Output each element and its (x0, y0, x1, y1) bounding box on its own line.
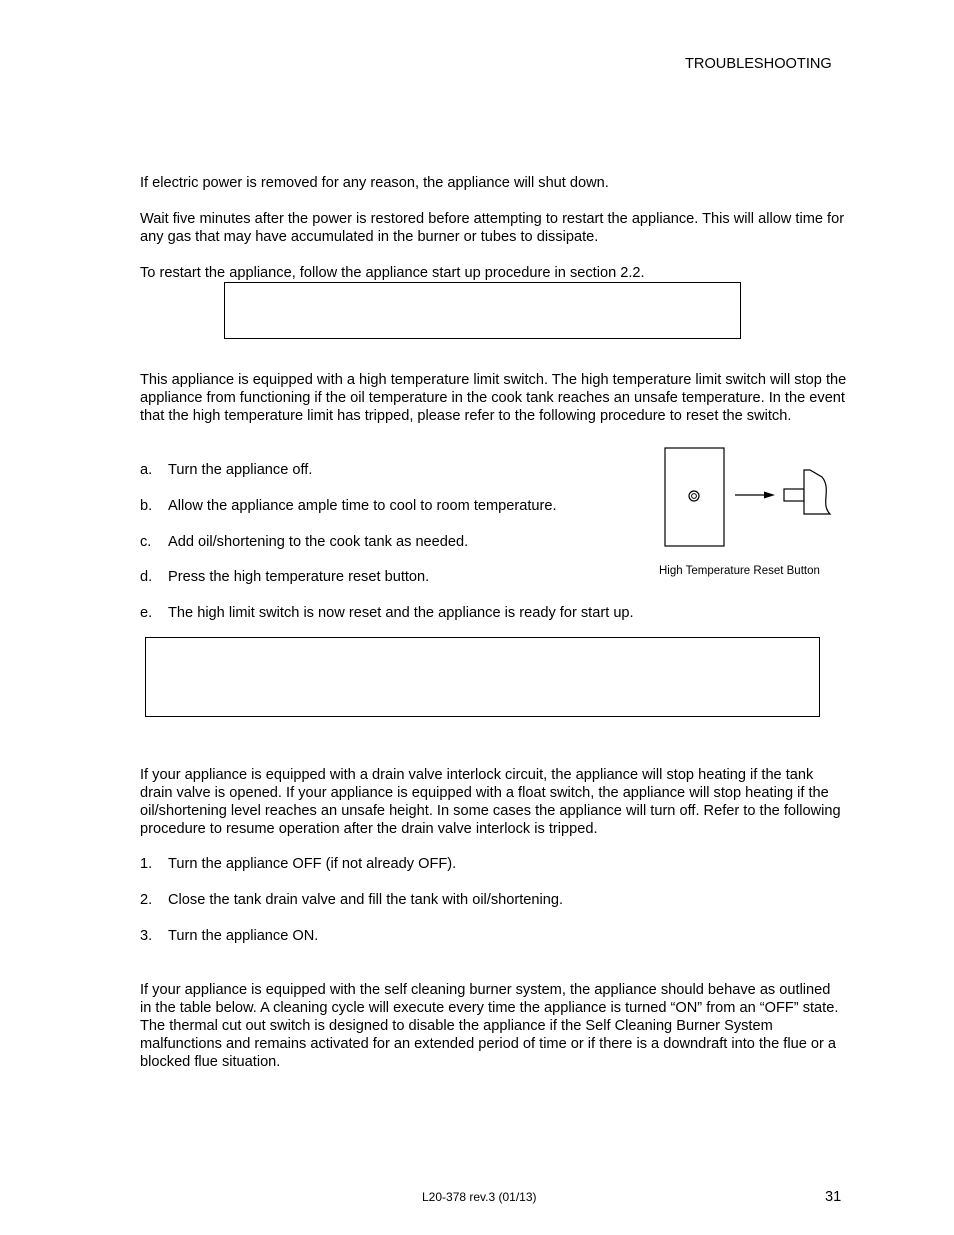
list-marker: 3. (140, 928, 153, 944)
list-marker: e. (140, 605, 153, 621)
list-item (140, 604, 740, 622)
list-text: Turn the appliance ON. (168, 928, 319, 944)
list-text: Press the high temperature reset button. (168, 569, 430, 585)
list-item (140, 927, 660, 945)
list-item (140, 461, 660, 479)
list-marker: a. (140, 462, 153, 478)
list-marker: c. (140, 534, 152, 550)
list-item (140, 891, 660, 909)
list-item (140, 533, 660, 551)
power-paragraph-1: If electric power is removed for any reason, the appliance will shut down. (140, 175, 609, 191)
page-number: 31 (825, 1189, 842, 1205)
list-text: Allow the appliance ample time to cool to room temperature. (168, 498, 557, 514)
power-paragraph-3: To restart the appliance, follow the appliance start up procedure in section 2.2. (140, 265, 645, 281)
callout-box-2 (145, 637, 820, 717)
list-item (140, 568, 660, 586)
drain-interlock-intro: If your appliance is equipped with a drain valve interlock circuit, the appliance will stop heating if the tank drain valve is opened. If your appliance is equipped with a float switch, the appliance will stop heating if the oil/shortening level reaches an unsafe height. In some cases the appliance will turn off. Refer to the following procedure to resume operation after the drain valve interlock is tripped. (140, 767, 841, 837)
high-limit-intro: This appliance is equipped with a high temperature limit switch. The high temperature limit switch will stop the appliance from functioning if the oil temperature in the cook tank reaches an unsafe temperature. In the event that the high temperature limit has tripped, please refer to the following procedure to reset the switch. (140, 372, 847, 424)
reset-button-cap (804, 470, 830, 514)
power-paragraph-2: Wait five minutes after the power is restored before attempting to restart the appliance. This will allow time for any gas that may have accumulated in the burner or tubes to dissipate. (140, 211, 845, 245)
list-marker: 2. (140, 892, 153, 908)
list-marker: 1. (140, 856, 153, 872)
list-item (140, 497, 660, 515)
list-text: The high limit switch is now reset and the appliance is ready for start up. (168, 605, 634, 621)
callout-box-1 (224, 282, 741, 339)
reset-button-stem (784, 489, 804, 501)
list-text: Turn the appliance off. (168, 462, 313, 478)
list-text: Turn the appliance OFF (if not already OFF). (168, 856, 457, 872)
list-text: Close the tank drain valve and fill the tank with oil/shortening. (168, 892, 564, 908)
section-header: TROUBLESHOOTING (685, 56, 832, 72)
figure-caption: High Temperature Reset Button (659, 565, 820, 577)
reset-button-diagram (660, 444, 840, 552)
control-panel-plate (665, 448, 724, 546)
list-marker: d. (140, 569, 153, 585)
list-text: Add oil/shortening to the cook tank as needed. (168, 534, 469, 550)
document-id: L20-378 rev.3 (01/13) (422, 1190, 537, 1204)
self-cleaning-intro: If your appliance is equipped with the self cleaning burner system, the appliance should behave as outlined in the table below. A cleaning cycle will execute every time the appliance is turned “ON” from an “OFF” state. The thermal cut out switch is designed to disable the appliance if the Self Cleaning Burner System malfunctions and remains activated for an extended period of time or if there is a downdraft into the flue or a blocked flue situation. (140, 982, 839, 1070)
list-marker: b. (140, 498, 153, 514)
arrow-head-icon (764, 492, 775, 499)
list-item (140, 855, 660, 873)
